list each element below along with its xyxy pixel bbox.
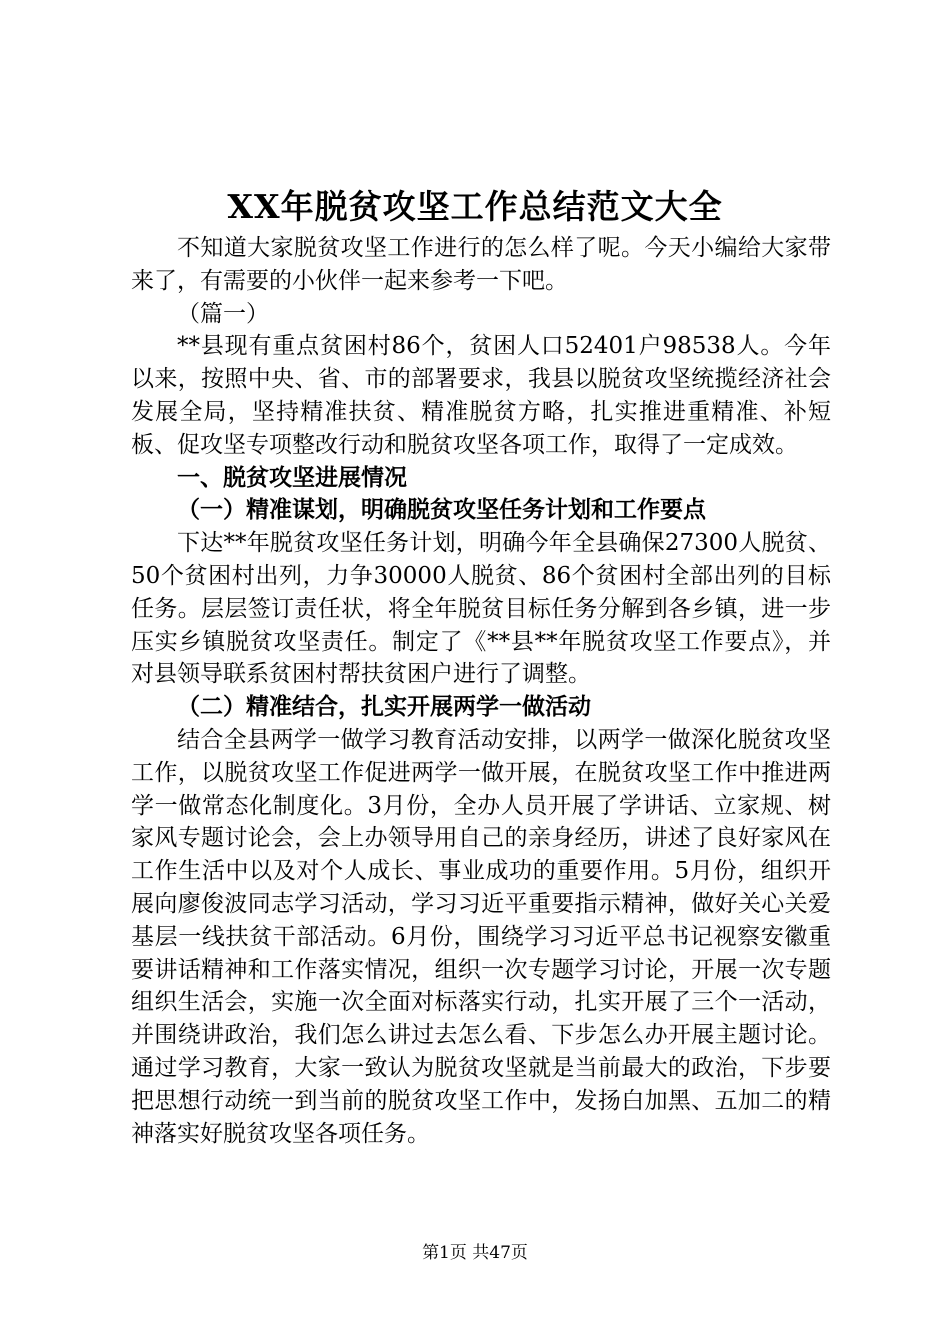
paragraph-1: **县现有重点贫困村86个，贫困人口52401户98538人。今年以来，按照中央、省、市的部署要求，我县以脱贫攻坚统揽经济社会发展全局，坚持精准扶贫、精准脱贫方略，扎实推进重精准、补短板、促攻坚专项整改行动和脱贫攻坚各项工作，取得了一定成效。 bbox=[131, 333, 831, 458]
section-heading-1: 一、脱贫攻坚进展情况 bbox=[177, 464, 407, 491]
document-title: XX年脱贫攻坚工作总结范文大全 bbox=[227, 187, 723, 226]
intro-paragraph: 不知道大家脱贫攻坚工作进行的怎么样了呢。今天小编给大家带来了，有需要的小伙伴一起来参考一下吧。 bbox=[131, 235, 831, 294]
document-body bbox=[131, 232, 831, 1150]
paragraph-2: 下达**年脱贫攻坚任务计划，明确今年全县确保27300人脱贫、50个贫困村出列，力争30000人脱贫、86个贫困村全部出列的目标任务。层层签订责任状，将全年脱贫目标任务分解到各乡镇，进一步压实乡镇脱贫攻坚责任。制定了《**县**年脱贫攻坚工作要点》，并对县领导联系贫困村帮扶贫困户进行了调整。 bbox=[131, 530, 831, 688]
part-label: （篇一） bbox=[177, 300, 269, 327]
subsection-heading-1: （一）精准谋划，明确脱贫攻坚任务计划和工作要点 bbox=[177, 497, 706, 524]
paragraph-3: 结合全县两学一做学习教育活动安排，以两学一做深化脱贫攻坚工作，以脱贫攻坚工作促进两学一做开展，在脱贫攻坚工作中推进两学一做常态化制度化。3月份，全办人员开展了学讲话、立家规、树家风专题讨论会，会上办领导用自己的亲身经历，讲述了良好家风在工作生活中以及对个人成长、事业成功的重要作用。5月份，组织开展向廖俊波同志学习活动，学习习近平重要指示精神，做好关心关爱基层一线扶贫干部活动。6月份，围绕学习习近平总书记视察安徽重要讲话精神和工作落实情况，组织一次专题学习讨论，开展一次专题组织生活会，实施一次全面对标落实行动，扎实开展了三个一活动，并围绕讲政治，我们怎么讲过去怎么看、下步怎么办开展主题讨论。通过学习教育，大家一致认为脱贫攻坚就是当前最大的政治，下步要把思想行动统一到当前的脱贫攻坚工作中，发扬白加黑、五加二的精神落实好脱贫攻坚各项任务。 bbox=[131, 726, 831, 1147]
page-footer: 第1页 共47页 bbox=[422, 1243, 528, 1263]
subsection-heading-2: （二）精准结合，扎实开展两学一做活动 bbox=[177, 694, 591, 721]
